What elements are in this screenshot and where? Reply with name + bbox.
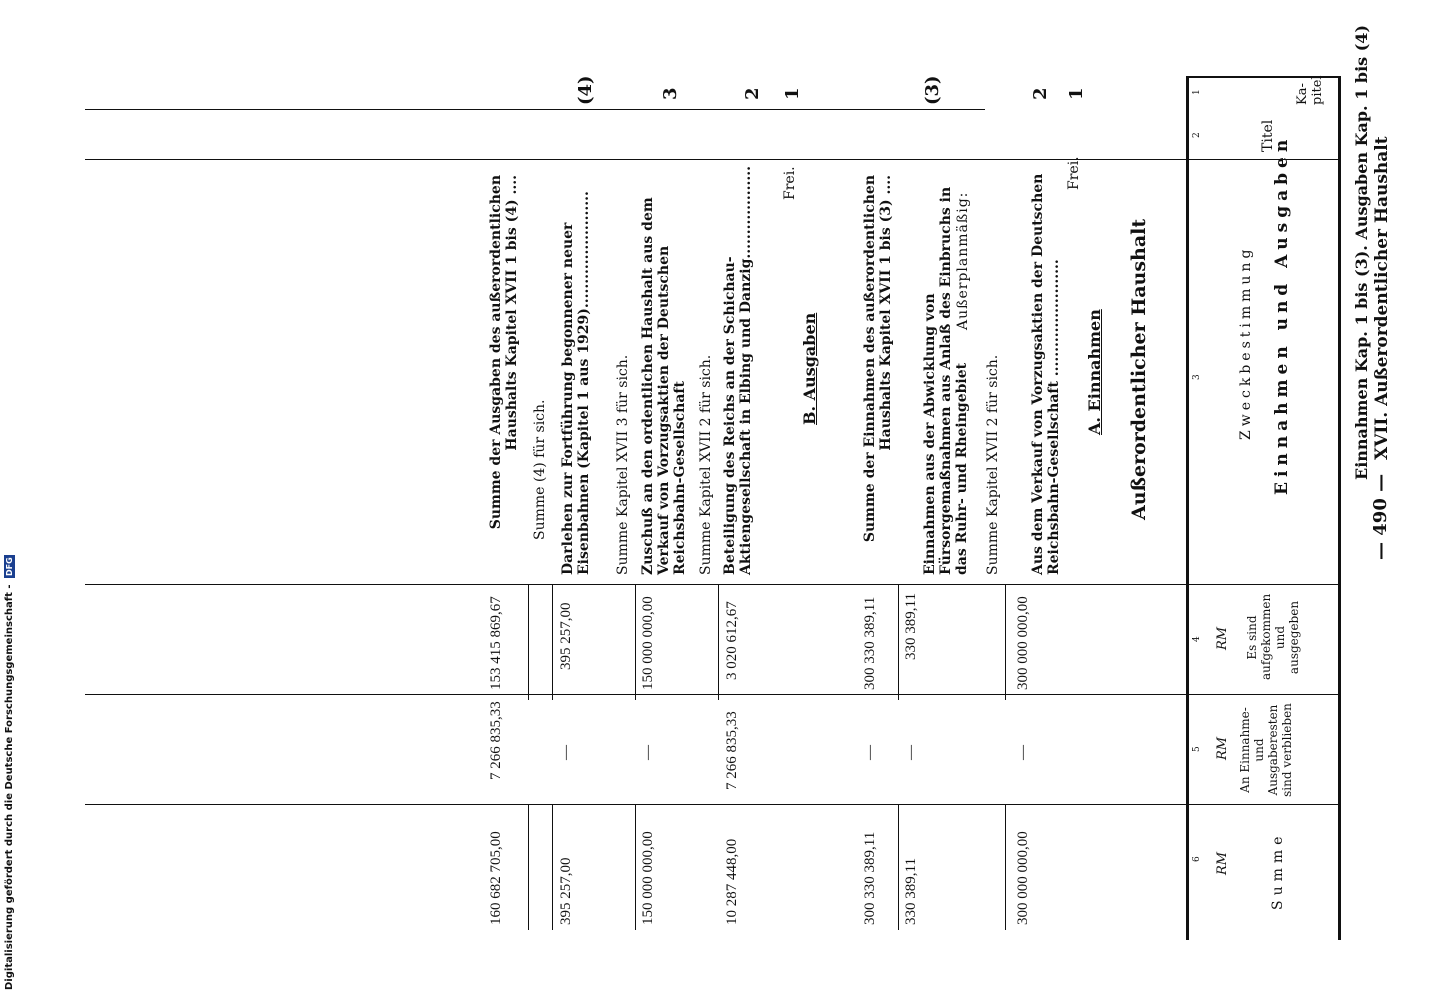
row-c4: 330 389,11: [903, 593, 919, 660]
row-text: Beteiligung des Reichs an der Schichau-Aktiengesellschaft in Elbing und Danzig...................: [722, 166, 754, 575]
row-c5: 7 266 835,33: [724, 711, 740, 790]
col-header-c6: Summe: [1270, 831, 1286, 910]
table-top-rule: [1338, 78, 1341, 940]
row-c4: 153 415 869,67: [488, 596, 504, 690]
unit-c6: RM: [1215, 851, 1230, 875]
dfg-logo: DFG: [5, 557, 14, 576]
row-c4: 395 257,00: [558, 602, 574, 670]
row-kap: 3: [660, 87, 681, 100]
row-kap: 2: [1030, 87, 1051, 100]
row-c5: —: [1015, 745, 1031, 760]
row-c4: 300 330 389,11: [862, 596, 878, 690]
row-kap: 1: [1066, 87, 1087, 100]
row-c6: 300 000 000,00: [1015, 831, 1031, 925]
row-c6: 160 682 705,00: [488, 831, 504, 925]
sum-rule: [635, 805, 636, 930]
colnum-2: 2: [1192, 132, 1202, 138]
sum-rule: [718, 585, 719, 700]
row-kap: 2: [742, 87, 763, 100]
row-summe: Summe Kapitel XVII 2 für sich.: [698, 354, 714, 575]
table-header-bottom-rule: [1186, 78, 1189, 940]
section-title: Außerordentlicher Haushalt: [1128, 218, 1150, 520]
part-a-title: A. Einnahmen: [1085, 309, 1104, 435]
row-c6: 10 287 448,00: [724, 838, 740, 925]
row-c5: —: [640, 745, 656, 760]
unit-c4: RM: [1215, 626, 1230, 650]
row-c6: 395 257,00: [558, 857, 574, 925]
row-kap: 1: [782, 87, 803, 100]
colnum-6: 6: [1192, 856, 1202, 862]
row-text: Einnahmen aus der Abwicklung von Fürsorgemaßnahmen aus Anlaß des Einbruchs in das Ruhr- und Rheingebiet: [922, 186, 970, 575]
sum-rule: [898, 585, 899, 700]
row-c6: 150 000 000,00: [640, 831, 656, 925]
row-text: Zuschuß an den ordentlichen Haushalt aus dem Verkauf von Vorzugsaktien der Deutschen Reichsbahn-Gesellschaft: [640, 197, 688, 575]
row-c4: 3 020 612,67: [724, 601, 740, 680]
sum-rule: [528, 805, 529, 930]
colnum-3: 3: [1192, 374, 1202, 380]
sum-rule: [1005, 585, 1006, 700]
sum-rule: [898, 805, 899, 930]
row-c4: 150 000 000,00: [640, 596, 656, 690]
colnum-5: 5: [1192, 746, 1202, 752]
row-c5: —: [558, 745, 574, 760]
col-sep-1: [85, 109, 985, 110]
row-c5: —: [903, 745, 919, 760]
col-header-c4: Es sind aufgekommen und ausgegeben: [1245, 593, 1301, 680]
row-summe: Summe (4) für sich.: [532, 399, 548, 540]
col-header-titel: Titel: [1260, 119, 1276, 152]
row-summe: Summe der Ausgaben des außerordentlichen Haushalts Kapitel XVII 1 bis (4) ....: [488, 175, 520, 530]
col-header-kapitel: Ka- pitel: [1295, 75, 1325, 105]
col-sep-5: [85, 804, 1340, 805]
sum-rule: [552, 805, 553, 930]
row-text: Aus dem Verkauf von Vorzugsaktien der Deutschen Reichsbahn-Gesellschaft ........................: [1030, 173, 1062, 575]
row-text: Frei.: [1066, 156, 1082, 190]
row-c5: 7 266 835,33: [488, 701, 504, 780]
col-header-main-sub: Zweckbestimmung: [1238, 245, 1254, 440]
col-sep-4: [85, 694, 1340, 695]
header-subtitle: Einnahmen Kap. 1 bis (3). Ausgaben Kap. 1 bis (4): [1352, 24, 1371, 480]
row-summe: Summe Kapitel XVII 2 für sich.: [985, 354, 1001, 575]
row-summe: Summe der Einnahmen des außerordentlichen Haushalts Kapitel XVII 1 bis (3) ....: [862, 175, 894, 543]
sum-rule: [552, 585, 553, 700]
colnum-1: 1: [1192, 89, 1202, 95]
dfg-credit: [4, 555, 15, 990]
sum-rule: [635, 585, 636, 700]
row-kap: (3): [922, 75, 943, 105]
unit-c5: RM: [1215, 736, 1230, 760]
row-c6: 300 330 389,11: [862, 831, 878, 925]
col-header-main: Einnahmen und Ausgaben: [1272, 134, 1292, 495]
colnum-4: 4: [1192, 636, 1202, 642]
dfg-credit-text: Digitalisierung gefördert durch die Deutsche Forschungsgemeinschaft -: [4, 584, 15, 990]
col-sep-3: [85, 584, 1340, 585]
col-sep-2: [85, 159, 1340, 160]
sum-rule: [1005, 805, 1006, 930]
row-c5: —: [862, 745, 878, 760]
col-header-c5: An Einnahme- und Ausgaberesten sind verblieben: [1238, 703, 1294, 797]
row-c6: 330 389,11: [903, 858, 919, 925]
row-text: Außerplanmäßig:: [955, 191, 971, 330]
part-b-title: B. Ausgaben: [800, 312, 819, 425]
row-text: Frei.: [782, 166, 798, 200]
row-summe: Summe Kapitel XVII 3 für sich.: [615, 354, 631, 575]
row-text: Darlehen zur Fortführung begonnener neuer Eisenbahnen (Kapitel 1 aus 1929)........................: [560, 191, 592, 575]
row-kap: (4): [575, 75, 596, 105]
header-title: XVII. Außerordentlicher Haushalt: [1372, 136, 1392, 460]
page-number: — 490 —: [1370, 473, 1391, 560]
sum-rule: [528, 585, 529, 700]
row-c4: 300 000 000,00: [1015, 596, 1031, 690]
